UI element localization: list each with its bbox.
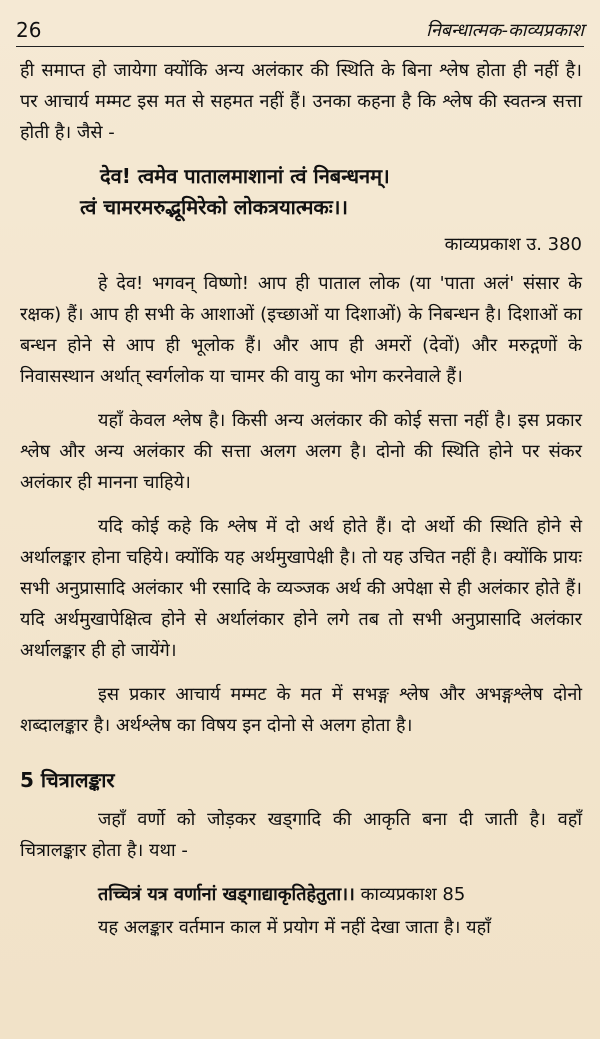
paragraph-4: यदि कोई कहे कि श्लेष में दो अर्थ होते हैं। दो अर्थो की स्थिति होने से अर्थालङ्कार होना चहिये। क्योंकि यह अर्थमुखापेक्षी है। तो यह उचित नहीं है। क्योंकि प्रायः सभी अनुप्रासादि अलंकार भी रसादि के व्यञ्जक अर्थ की अपेक्षा से ही अलंकार होते हैं। यदि अर्थमुखापेक्षित्व होने से अर्थालंकार होने लगे तब तो सभी अनुप्रासादि अलंकार अर्थालङ्कार ही हो जायेंगे। xyxy=(20,516,582,661)
sutra-quote xyxy=(20,879,582,910)
verse-source: काव्यप्रकाश उ. 380 xyxy=(444,234,582,255)
running-head: निबन्धात्मक-काव्यप्रकाश xyxy=(426,20,584,41)
verse-line-1: देव! त्वमेव पातालमाशानां त्वं निबन्धनम्। xyxy=(100,164,390,188)
verse-line-2: त्वं चामरमरुद्भूमिरेको लोकत्रयात्मकः।। xyxy=(80,195,348,219)
page-header xyxy=(16,18,584,47)
page-content xyxy=(20,55,582,956)
paragraph-5: इस प्रकार आचार्य मम्मट के मत में सभङ्ग श्लेष और अभङ्गश्लेष दोनो शब्दालङ्कार है। अर्थश्लेष का विषय इन दोनो से अलग होता है। xyxy=(20,684,582,736)
paragraph-6: जहाँ वर्णो को जोड़कर खड्गादि की आकृति बना दी जाती है। वहाँ चित्रालङ्कार होता है। यथा - xyxy=(20,809,582,861)
sutra-source: काव्यप्रकाश 85 xyxy=(360,884,466,905)
paragraph-3: यहाँ केवल श्लेष है। किसी अन्य अलंकार की कोई सत्ता नहीं है। इस प्रकार श्लेष और अन्य अलंकार की सत्ता अलग अलग है। दोनो की स्थिति होने पर संकर अलंकार ही मानना चाहिये। xyxy=(20,410,582,493)
section-heading: 5 चित्रालङ्कार xyxy=(20,768,115,792)
sutra-text: तच्चित्रं यत्र वर्णानां खड्गाद्याकृतिहेतुता।। xyxy=(98,884,355,905)
page-number: 26 xyxy=(16,18,42,42)
paragraph-1: ही समाप्त हो जायेगा क्योंकि अन्य अलंकार की स्थिति के बिना श्लेष होता ही नहीं है। पर आचार्य मम्मट इस मत से सहमत नहीं हैं। उनका कहना है कि श्लेष की स्वतन्त्र सत्ता होती है। जैसे - xyxy=(20,60,582,143)
paragraph-7: यह अलङ्कार वर्तमान काल में प्रयोग में नहीं देखा जाता है। यहाँ xyxy=(98,917,491,938)
paragraph-2: हे देव! भगवन् विष्णो! आप ही पाताल लोक (या 'पाता अलं' संसार के रक्षक) हैं। आप ही सभी के आशाओं (इच्छाओं या दिशाओं) के निबन्धन है। दिशाओं का बन्धन होने से आप ही भूलोक हैं। और आप ही अमरों (देवों) और मरुद्गणों के निवासस्थान अर्थात् स्वर्गलोक या चामर की वायु का भोग करनेवाले हैं। xyxy=(20,273,582,387)
